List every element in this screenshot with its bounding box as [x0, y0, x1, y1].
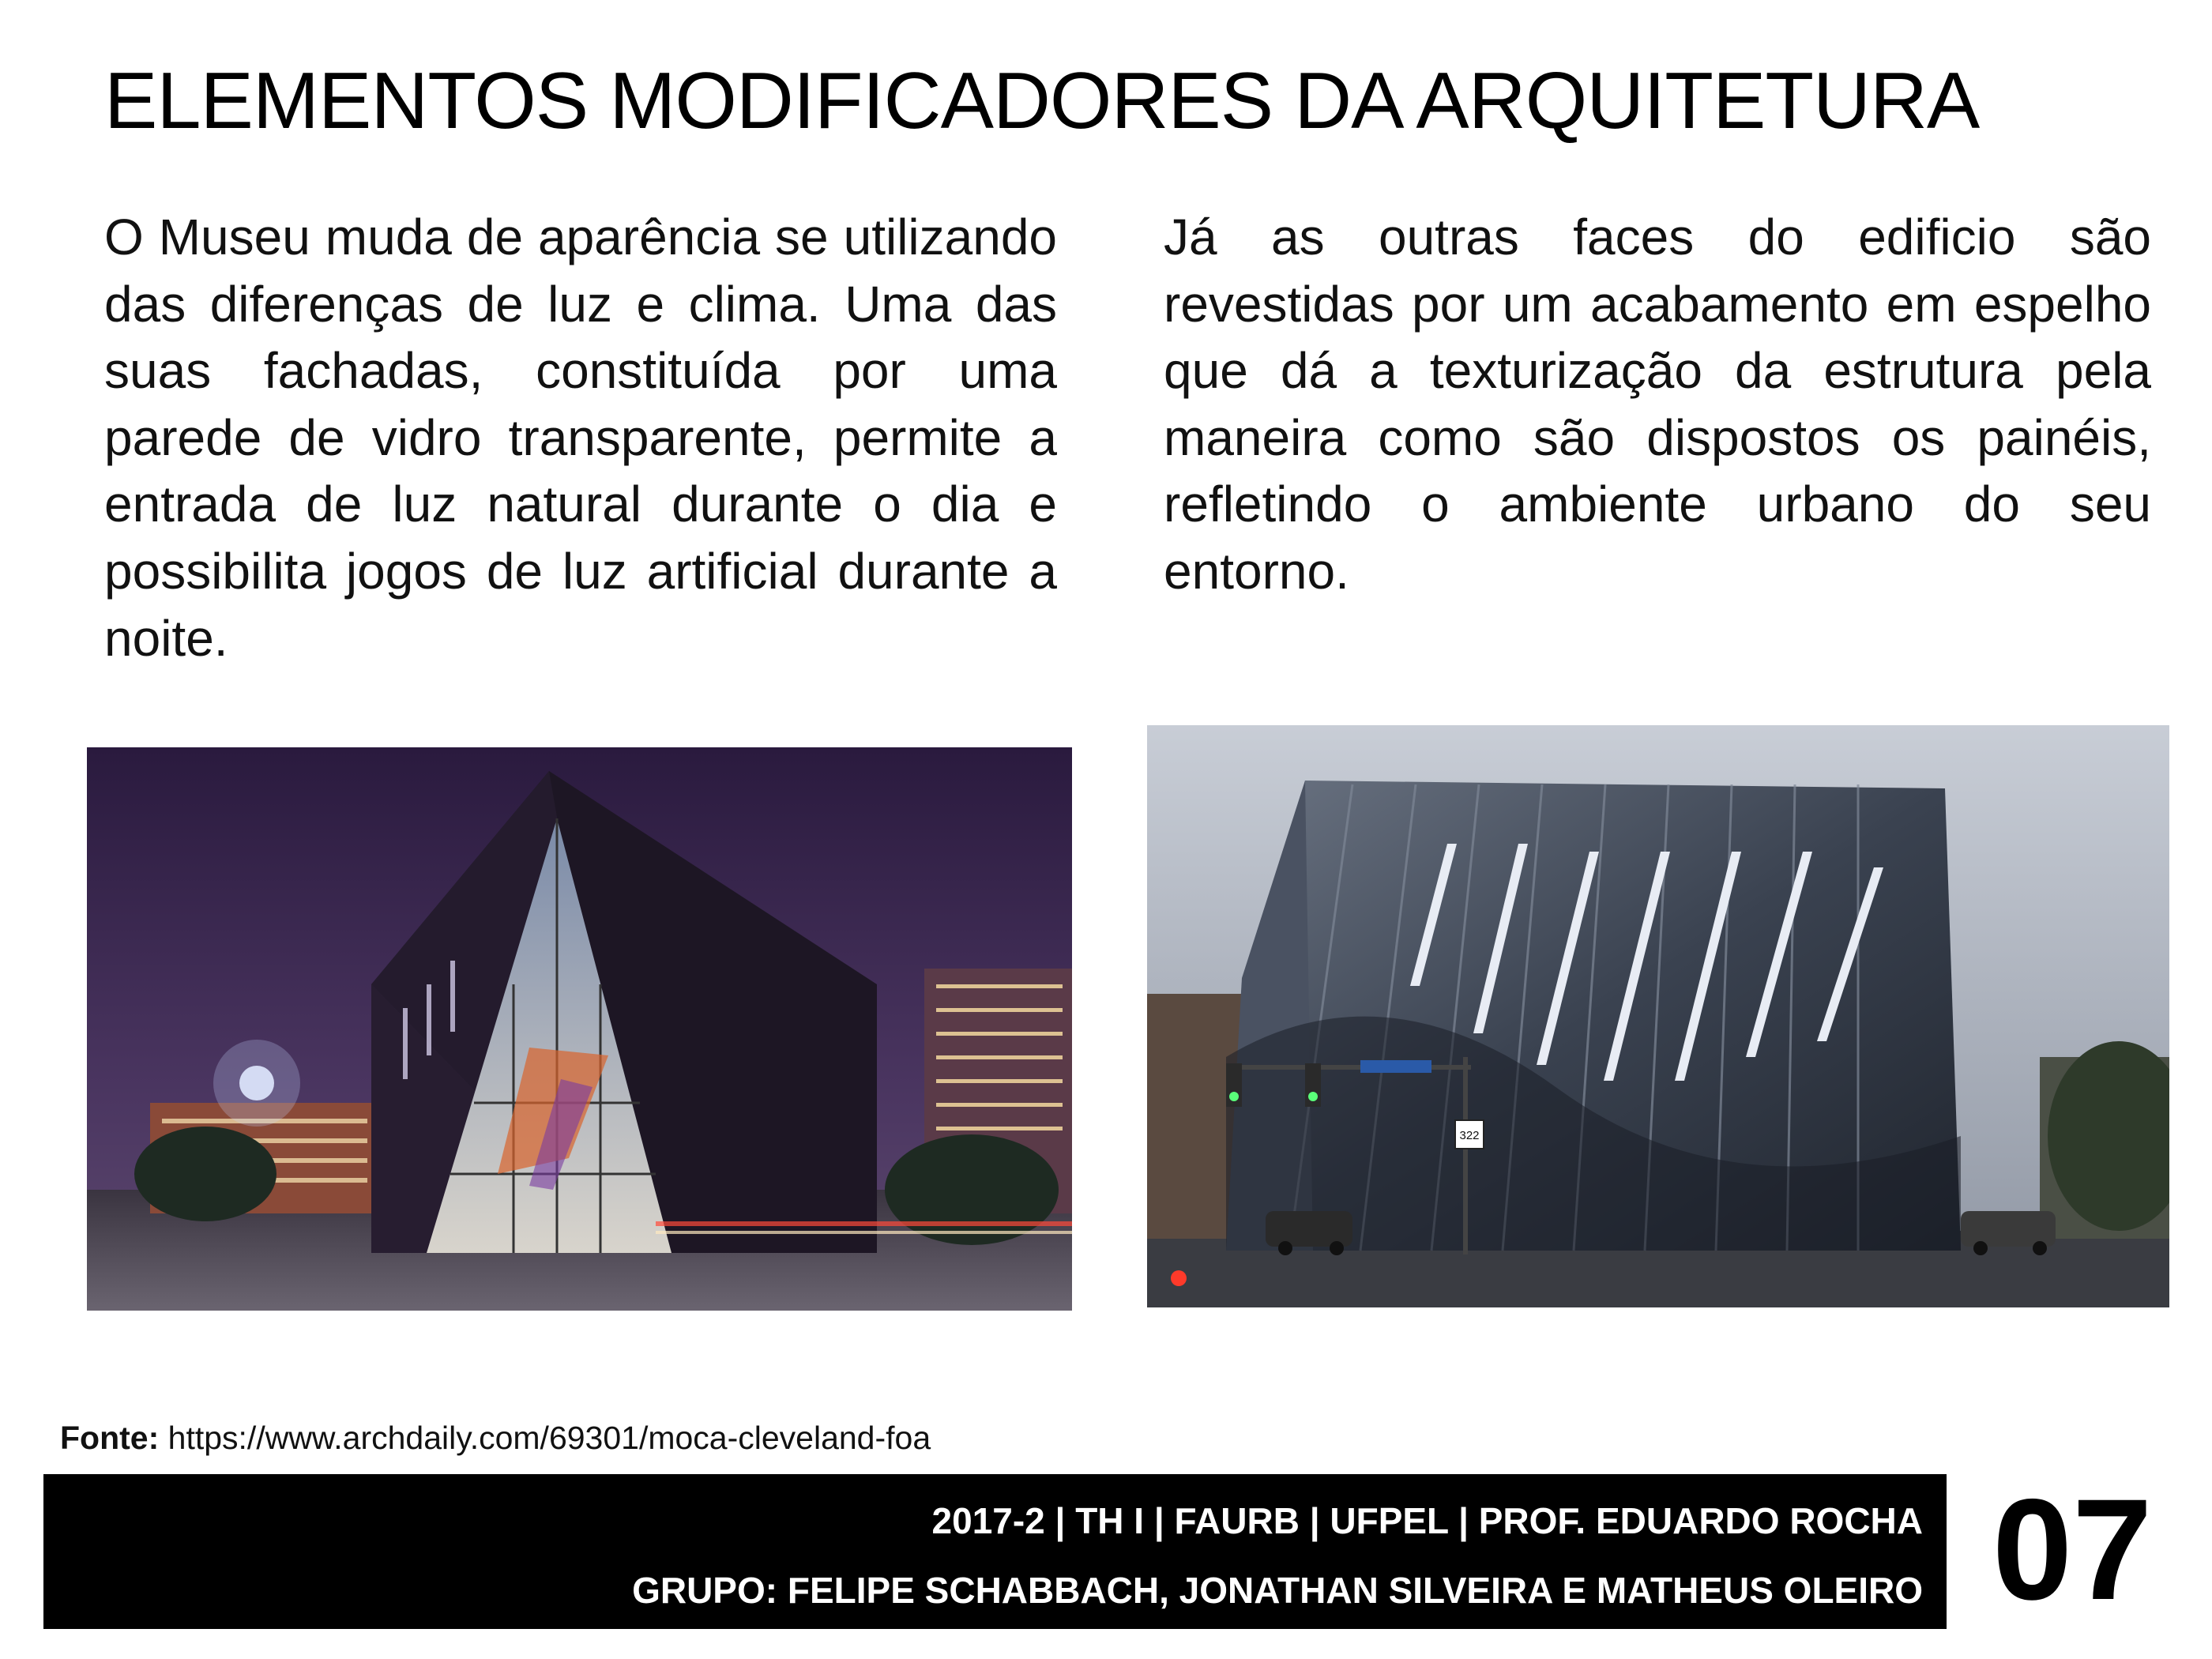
footer-group-members: GRUPO: FELIPE SCHABBACH, JONATHAN SILVEIRA E MATHEUS OLEIRO	[632, 1570, 1923, 1611]
slide-title: ELEMENTOS MODIFICADORES DA ARQUITETURA	[104, 57, 1980, 145]
footer-course-info: 2017-2 | TH I | FAURB | UFPEL | PROF. EDUARDO ROCHA	[931, 1500, 1923, 1541]
source-url: https://www.archdaily.com/69301/moca-cleveland-foa	[167, 1420, 931, 1456]
text-column-right: Já as outras faces do edificio são revestidas por um acabamento em espelho que dá a texturização da estrutura pela maneira como são dispostos os painéis, refletindo o ambiente urbano do seu entorno.	[1164, 209, 2151, 600]
museum-dusk-photo	[1147, 725, 2169, 1307]
museum-dusk-illustration	[1147, 725, 2169, 1307]
museum-night-illustration	[87, 747, 1072, 1311]
route-sign-number: 322	[1459, 1129, 1480, 1142]
museum-night-photo	[87, 747, 1072, 1311]
page-number: 07	[1992, 1469, 2153, 1630]
text-column-left: O Museu muda de aparência se utilizando das diferenças de luz e clima. Uma das suas fachadas, constituída por uma parede de vidro transparente, permite a entrada de luz natural durante o dia e possibilita jogos de luz artificial durante a noite.	[104, 209, 1057, 667]
source-label: Fonte:	[60, 1420, 160, 1456]
source-citation	[60, 1422, 931, 1454]
footer-bar	[43, 1474, 1947, 1629]
